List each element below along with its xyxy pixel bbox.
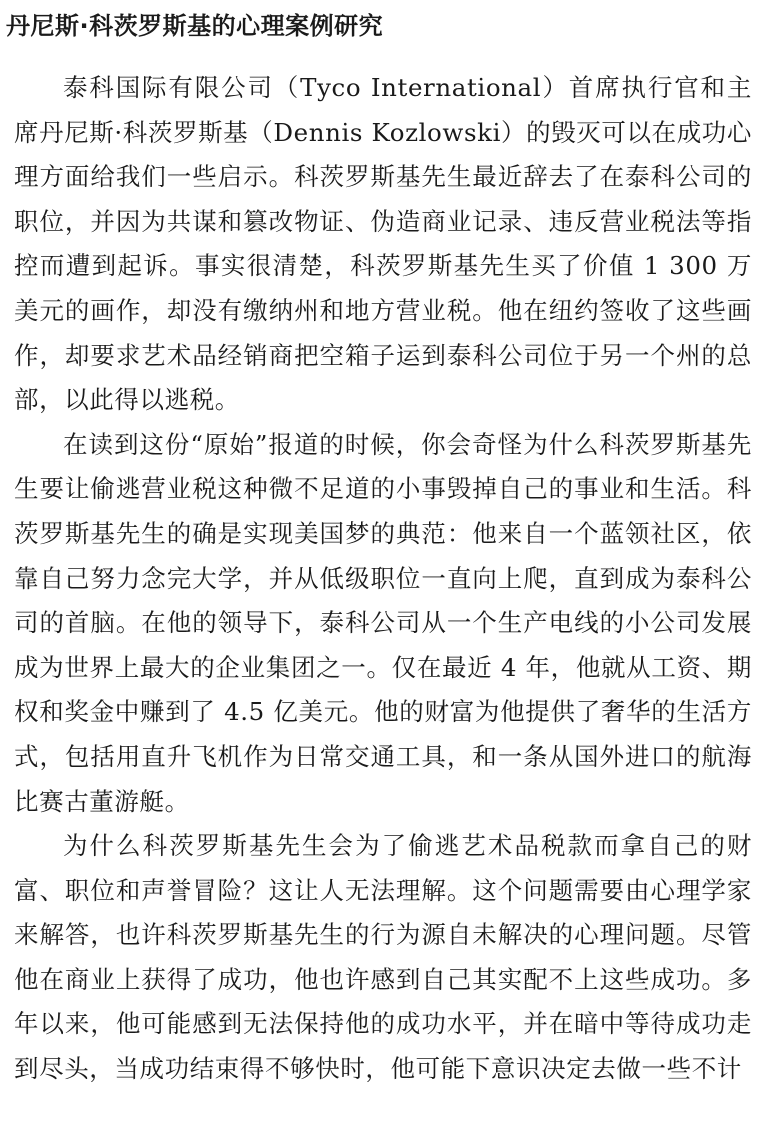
paragraph-1: 泰科国际有限公司（Tyco International）首席执行官和主席丹尼斯·科茨罗斯基（Dennis Kozlowski）的毁灭可以在成功心理方面给我们一些启示。科茨罗斯基先生最近辞去了在泰科公司的职位，并因为共谋和篡改物证、伪造商业记录、违反营业税法等指控而遭到起诉。事实很清楚，科茨罗斯基先生买了价值 1 300 万美元的画作，却没有缴纳州和地方营业税。他在纽约签收了这些画作，却要求艺术品经销商把空箱子运到泰科公司位于另一个州的总部，以此得以逃税。 [14, 73, 752, 415]
document-title: 丹尼斯·科茨罗斯基的心理案例研究 [6, 12, 384, 40]
paragraph-3: 为什么科茨罗斯基先生会为了偷逃艺术品税款而拿自己的财富、职位和声誉冒险？这让人无法理解。这个问题需要由心理学家来解答，也许科茨罗斯基先生的行为源自未解决的心理问题。尽管他在商业上获得了成功，他也许感到自己其实配不上这些成功。多年以来，他可能感到无法保持他的成功水平，并在暗中等待成功走到尽头，当成功结束得不够快时，他可能下意识决定去做一些不计 [14, 831, 752, 1084]
document-body [14, 66, 752, 1092]
paragraph-2: 在读到这份“原始”报道的时候，你会奇怪为什么科茨罗斯基先生要让偷逃营业税这种微不足道的小事毁掉自己的事业和生活。科茨罗斯基先生的确是实现美国梦的典范：他来自一个蓝领社区，依靠自己努力念完大学，并从低级职位一直向上爬，直到成为泰科公司的首脑。在他的领导下，泰科公司从一个生产电线的小公司发展成为世界上最大的企业集团之一。仅在最近 4 年，他就从工资、期权和奖金中赚到了 4.5 亿美元。他的财富为他提供了奢华的生活方式，包括用直升飞机作为日常交通工具，和一条从国外进口的航海比赛古董游艇。 [14, 429, 752, 816]
